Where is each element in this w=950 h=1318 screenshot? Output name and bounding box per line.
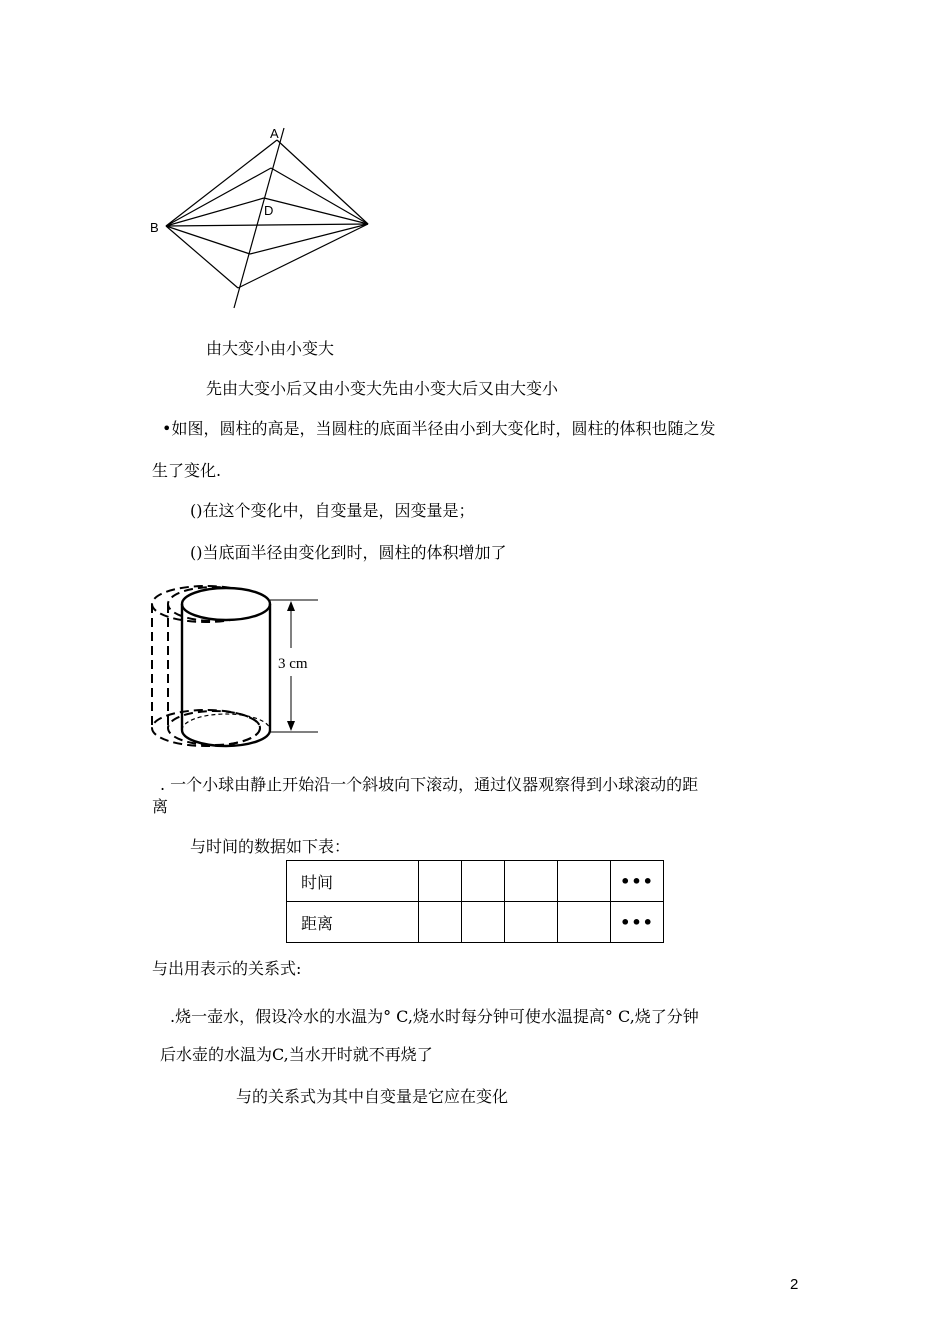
geometry-figure (140, 120, 380, 320)
option-line-2: 先由大变小后又由小变大先由小变大后又由大变小 (206, 379, 559, 398)
table-cell (462, 861, 505, 902)
cylinder-subquestion-1: ()在这个变化中，自变量是，因变量是； (190, 501, 475, 520)
cylinder-subquestion-2: ()当底面半径由变化到时，圆柱的体积增加了 (190, 543, 507, 562)
ball-question-line-1: . 一个小球由静止开始沿一个斜坡向下滚动，通过仪器观察得到小球滚动的距 (160, 775, 699, 794)
water-question-line-3: 与的关系式为其中自变量是它应在变化 (236, 1087, 509, 1106)
cylinder-question-line-2: 生了变化. (152, 461, 222, 480)
option-line-1: 由大变小由小变大 (206, 339, 335, 358)
table-cell (505, 861, 558, 902)
table-cell (462, 902, 505, 943)
label-b: B (150, 220, 159, 235)
table-cell (419, 861, 462, 902)
table-row (287, 902, 664, 943)
water-question-line-2: 后水壶的水温为C,当水开时就不再烧了 (160, 1045, 433, 1064)
table-header-distance: 距离 (287, 902, 419, 943)
label-d: D (264, 203, 274, 218)
ball-question-line-3: 与时间的数据如下表： (190, 837, 351, 856)
water-question-line-1: .烧一壶水，假设冷水的水温为° C,烧水时每分钟可使水温提高° C,烧了分钟 (170, 1007, 699, 1026)
table-row (287, 861, 664, 902)
table-header-time: 时间 (287, 861, 419, 902)
cylinder-height-label: 3 cm (278, 656, 308, 672)
table-cell (558, 902, 611, 943)
ball-question-line-2: 离 (152, 797, 169, 816)
table-ellipsis: ••• (611, 861, 664, 902)
label-a: A (270, 126, 279, 141)
table-ellipsis: ••• (611, 902, 664, 943)
cylinder-figure (146, 578, 336, 758)
ball-question-after: 与出用表示的关系式: (152, 959, 302, 978)
page-number: 2 (790, 1276, 799, 1293)
table-cell (558, 861, 611, 902)
data-table (286, 860, 664, 943)
cylinder-question-line-1: •如图，圆柱的高是，当圆柱的底面半径由小到大变化时，圆柱的体积也随之发 (162, 419, 716, 438)
table-cell (419, 902, 462, 943)
table-cell (505, 902, 558, 943)
